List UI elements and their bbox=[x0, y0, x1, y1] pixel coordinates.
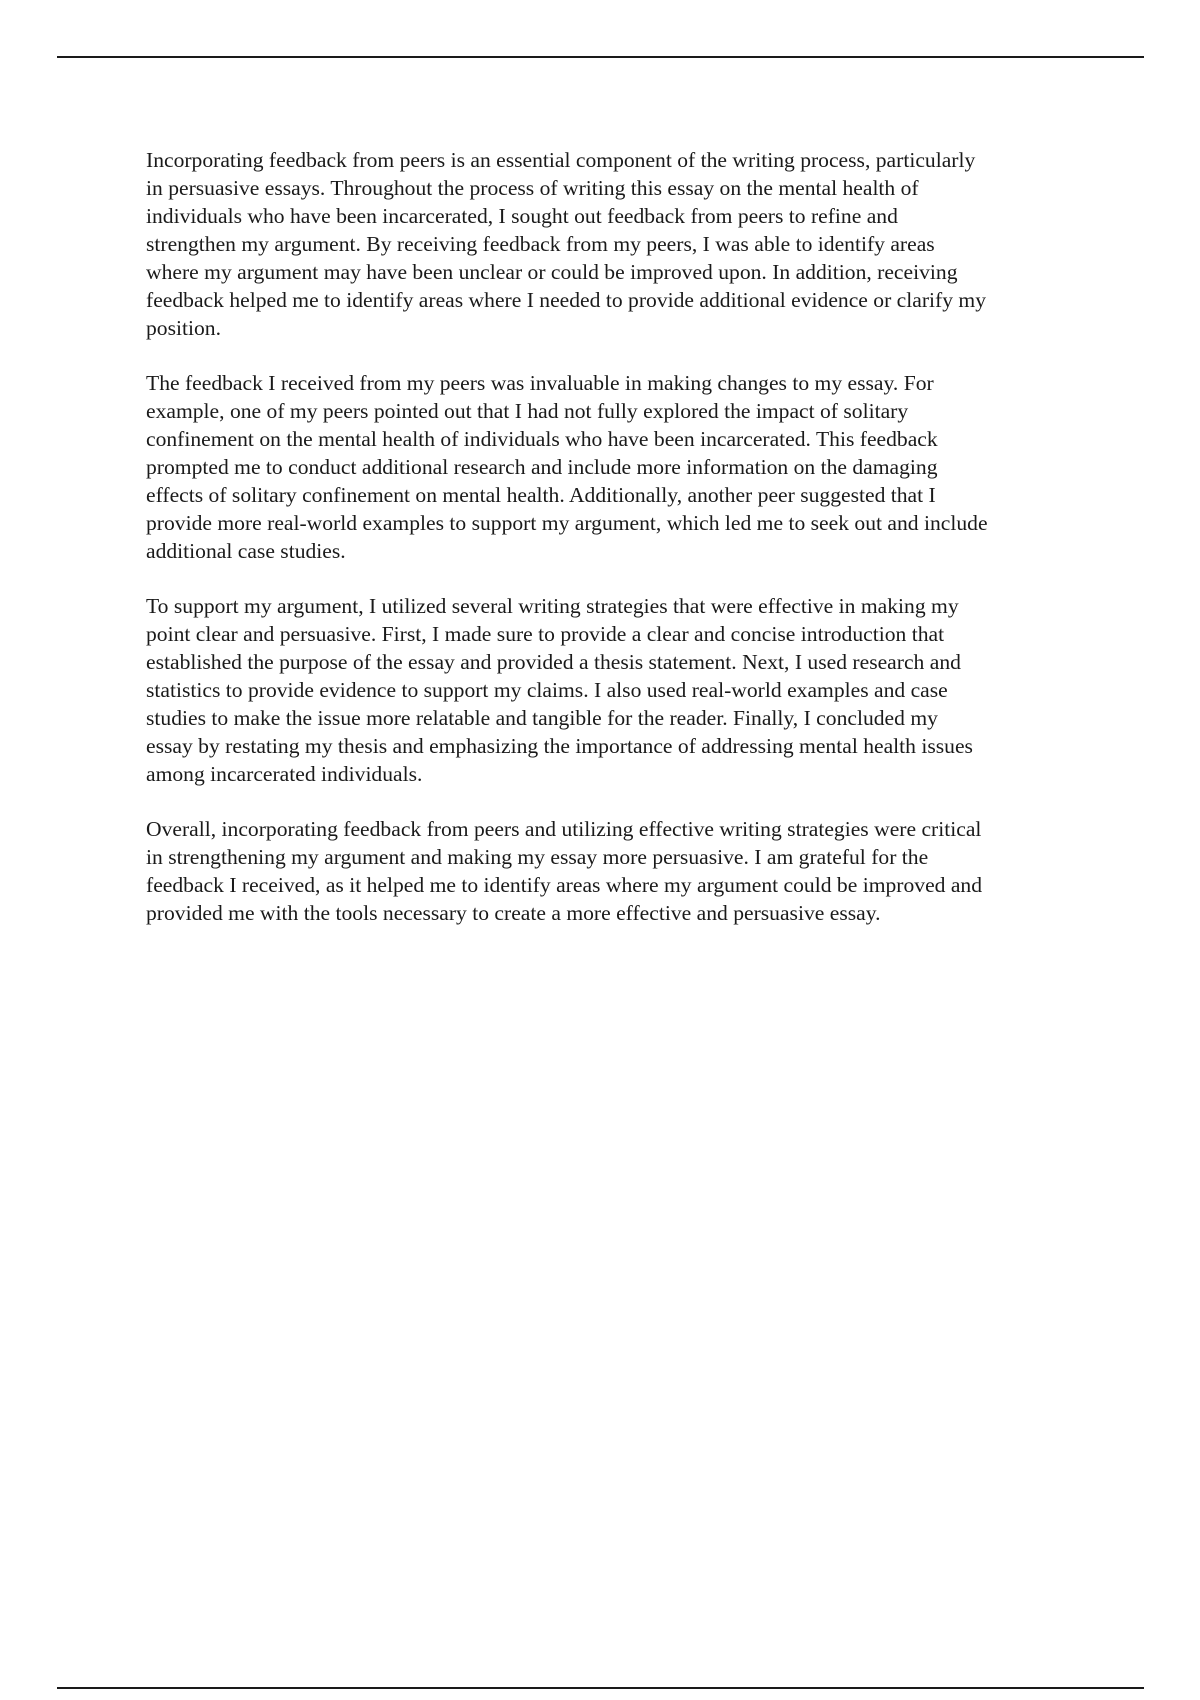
paragraph-1 bbox=[146, 146, 1106, 342]
text-line: essay by restating my thesis and emphasizing the importance of addressing mental health issues bbox=[146, 734, 973, 758]
text-line: additional case studies. bbox=[146, 539, 346, 563]
text-line: position. bbox=[146, 316, 221, 340]
text-line: To support my argument, I utilized several writing strategies that were effective in making my bbox=[146, 594, 959, 618]
text-line: individuals who have been incarcerated, I sought out feedback from peers to refine and bbox=[146, 204, 898, 228]
text-line: point clear and persuasive. First, I made sure to provide a clear and concise introduction that bbox=[146, 622, 945, 646]
paragraph-3 bbox=[146, 592, 1106, 788]
text-line: established the purpose of the essay and provided a thesis statement. Next, I used research and bbox=[146, 650, 961, 674]
text-line: Overall, incorporating feedback from peers and utilizing effective writing strategies were critical bbox=[146, 817, 982, 841]
text-line: strengthen my argument. By receiving feedback from my peers, I was able to identify areas bbox=[146, 232, 935, 256]
text-line: The feedback I received from my peers was invaluable in making changes to my essay. For bbox=[146, 371, 934, 395]
text-line: in strengthening my argument and making my essay more persuasive. I am grateful for the bbox=[146, 845, 929, 869]
footer-rule bbox=[57, 1687, 1144, 1689]
text-line: feedback I received, as it helped me to identify areas where my argument could be improved and bbox=[146, 873, 983, 897]
text-line: studies to make the issue more relatable and tangible for the reader. Finally, I concluded my bbox=[146, 706, 938, 730]
text-line: among incarcerated individuals. bbox=[146, 762, 423, 786]
paragraph-2 bbox=[146, 369, 1106, 565]
text-line: Incorporating feedback from peers is an essential component of the writing process, particularly bbox=[146, 148, 976, 172]
text-line: confinement on the mental health of individuals who have been incarcerated. This feedback bbox=[146, 427, 938, 451]
text-line: in persuasive essays. Throughout the process of writing this essay on the mental health of bbox=[146, 176, 919, 200]
text-line: where my argument may have been unclear or could be improved upon. In addition, receiving bbox=[146, 260, 958, 284]
header-rule bbox=[57, 56, 1144, 58]
paragraph-4 bbox=[146, 815, 1106, 927]
text-line: example, one of my peers pointed out that I had not fully explored the impact of solitary bbox=[146, 399, 909, 423]
document-body bbox=[146, 146, 1106, 954]
text-line: provide more real-world examples to support my argument, which led me to seek out and include bbox=[146, 511, 988, 535]
text-line: prompted me to conduct additional research and include more information on the damaging bbox=[146, 455, 938, 479]
text-line: effects of solitary confinement on mental health. Additionally, another peer suggested that I bbox=[146, 483, 936, 507]
text-line: provided me with the tools necessary to create a more effective and persuasive essay. bbox=[146, 901, 881, 925]
text-line: statistics to provide evidence to support my claims. I also used real-world examples and case bbox=[146, 678, 948, 702]
text-line: feedback helped me to identify areas where I needed to provide additional evidence or clarify my bbox=[146, 288, 986, 312]
